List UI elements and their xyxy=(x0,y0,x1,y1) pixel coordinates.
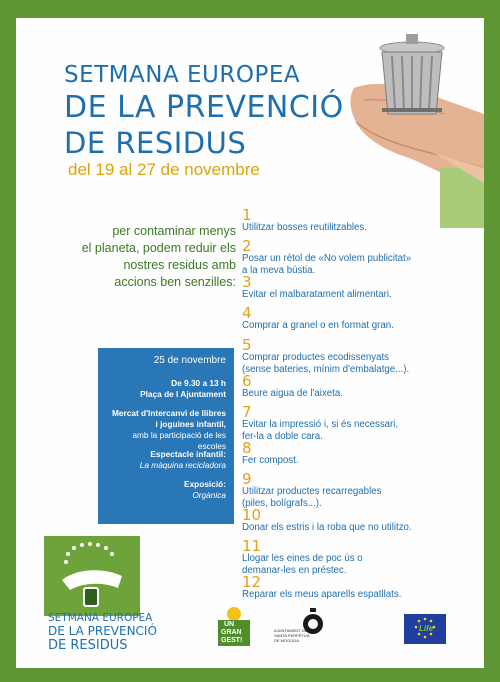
action-item xyxy=(242,275,472,306)
intro-text xyxy=(68,223,236,291)
action-text: demanar-les en préstec. xyxy=(242,565,347,577)
action-text: Donar els estris i la roba que no utilitzo. xyxy=(242,521,412,533)
action-number: 11 xyxy=(242,537,262,556)
event-show-title: Espectacle infantil: xyxy=(150,449,226,459)
eu-life-logo xyxy=(404,614,446,644)
action-text: Posar un rètol de «No volem publicitat» xyxy=(242,253,412,265)
action-item xyxy=(242,575,472,606)
action-text: Evitar la impressió i, si és necessari, xyxy=(242,418,399,430)
action-number: 1 xyxy=(242,206,252,224)
action-number: 4 xyxy=(242,304,252,323)
ajuntament-text-1: AJUNTAMENT DE xyxy=(274,628,308,633)
ajuntament-text-2: SANTA PERPÈTUA xyxy=(274,633,310,638)
action-number: 6 xyxy=(242,371,252,390)
action-item xyxy=(242,208,472,239)
logo-line-1: SETMANA EUROPEA xyxy=(48,612,153,624)
event-show-name: La màquina recicladora xyxy=(139,460,226,470)
action-item xyxy=(242,402,472,442)
action-item xyxy=(242,539,472,575)
action-text: (piles, bolígrafs...). xyxy=(242,497,322,509)
logo-line-2: DE LA PREVENCIÓ xyxy=(48,624,157,638)
event-expo-title: Exposició: xyxy=(184,479,226,489)
intro-line: per contaminar menys xyxy=(112,224,236,238)
dates: del 19 al 27 de novembre xyxy=(68,160,260,179)
action-item xyxy=(242,371,472,405)
un-gran-gest-text-2: GRAN xyxy=(221,629,242,636)
action-text: fer-la a doble cara. xyxy=(242,430,323,442)
action-text: Comprar productes ecodissenyats xyxy=(242,351,389,363)
action-number: 7 xyxy=(242,402,252,421)
action-item xyxy=(242,438,472,472)
action-number: 5 xyxy=(242,335,252,354)
action-text: Evitar el malbaratament alimentari. xyxy=(242,289,392,301)
event-market-title-2: i joguines infantil, xyxy=(155,419,226,429)
title-line-3: DE RESIDUS xyxy=(64,126,247,160)
action-text: a la meva bústia. xyxy=(242,265,316,277)
un-gran-gest-text-1: UN xyxy=(224,621,235,628)
poster-sheet xyxy=(16,18,484,668)
action-text: Reparar els meus aparells espatllats. xyxy=(242,589,402,601)
event-date: 25 de novembre xyxy=(153,355,226,366)
ajuntament-logo xyxy=(274,606,334,652)
event-market-title: Mercat d'Intercanvi de llibres xyxy=(111,408,226,418)
action-text: (sense bateries, mínim d'embalatge...). xyxy=(242,363,410,375)
action-text: Utilitzar productes recarregables xyxy=(242,485,382,497)
action-text: Llogar les eines de poc ús o xyxy=(242,553,363,565)
action-number: 10 xyxy=(242,505,262,524)
actions-list xyxy=(242,208,472,606)
title-line-1: SETMANA EUROPEA xyxy=(64,62,301,88)
event-place: Plaça de l Ajuntament xyxy=(140,389,226,399)
un-gran-gest-logo xyxy=(216,606,252,646)
intro-line: accions ben senzilles: xyxy=(114,275,236,289)
event-market-note: amb la participació de les escoles xyxy=(132,430,226,451)
ajuntament-text-3: DE MOGODA xyxy=(274,638,299,643)
action-number: 9 xyxy=(242,469,252,488)
logo-line-3: DE RESIDUS xyxy=(48,638,128,653)
action-text: Fer compost. xyxy=(242,454,299,466)
title-line-2: DE LA PREVENCIÓ xyxy=(64,90,344,125)
action-item xyxy=(242,335,472,375)
action-item xyxy=(242,239,472,275)
action-number: 2 xyxy=(242,237,252,256)
event-expo-name: Orgànica xyxy=(192,490,226,500)
action-item xyxy=(242,505,472,539)
life-text: Life xyxy=(419,624,434,633)
action-number: 12 xyxy=(242,573,262,592)
action-item xyxy=(242,469,472,509)
event-time: De 9.30 a 13 h xyxy=(171,378,226,388)
action-number: 8 xyxy=(242,438,252,457)
action-text: Comprar a granel o en format gran. xyxy=(242,320,394,332)
action-number: 3 xyxy=(242,273,252,292)
intro-line: nostres residus amb xyxy=(123,258,236,272)
action-item xyxy=(242,306,472,337)
intro-line: el planeta, podem reduir els xyxy=(81,241,236,255)
un-gran-gest-text-3: GEST! xyxy=(221,637,243,644)
action-text: Utilitzar bosses reutilitzables. xyxy=(242,222,367,233)
action-text: Beure aigua de l'aixeta. xyxy=(242,387,343,399)
event-info-box xyxy=(98,348,234,524)
